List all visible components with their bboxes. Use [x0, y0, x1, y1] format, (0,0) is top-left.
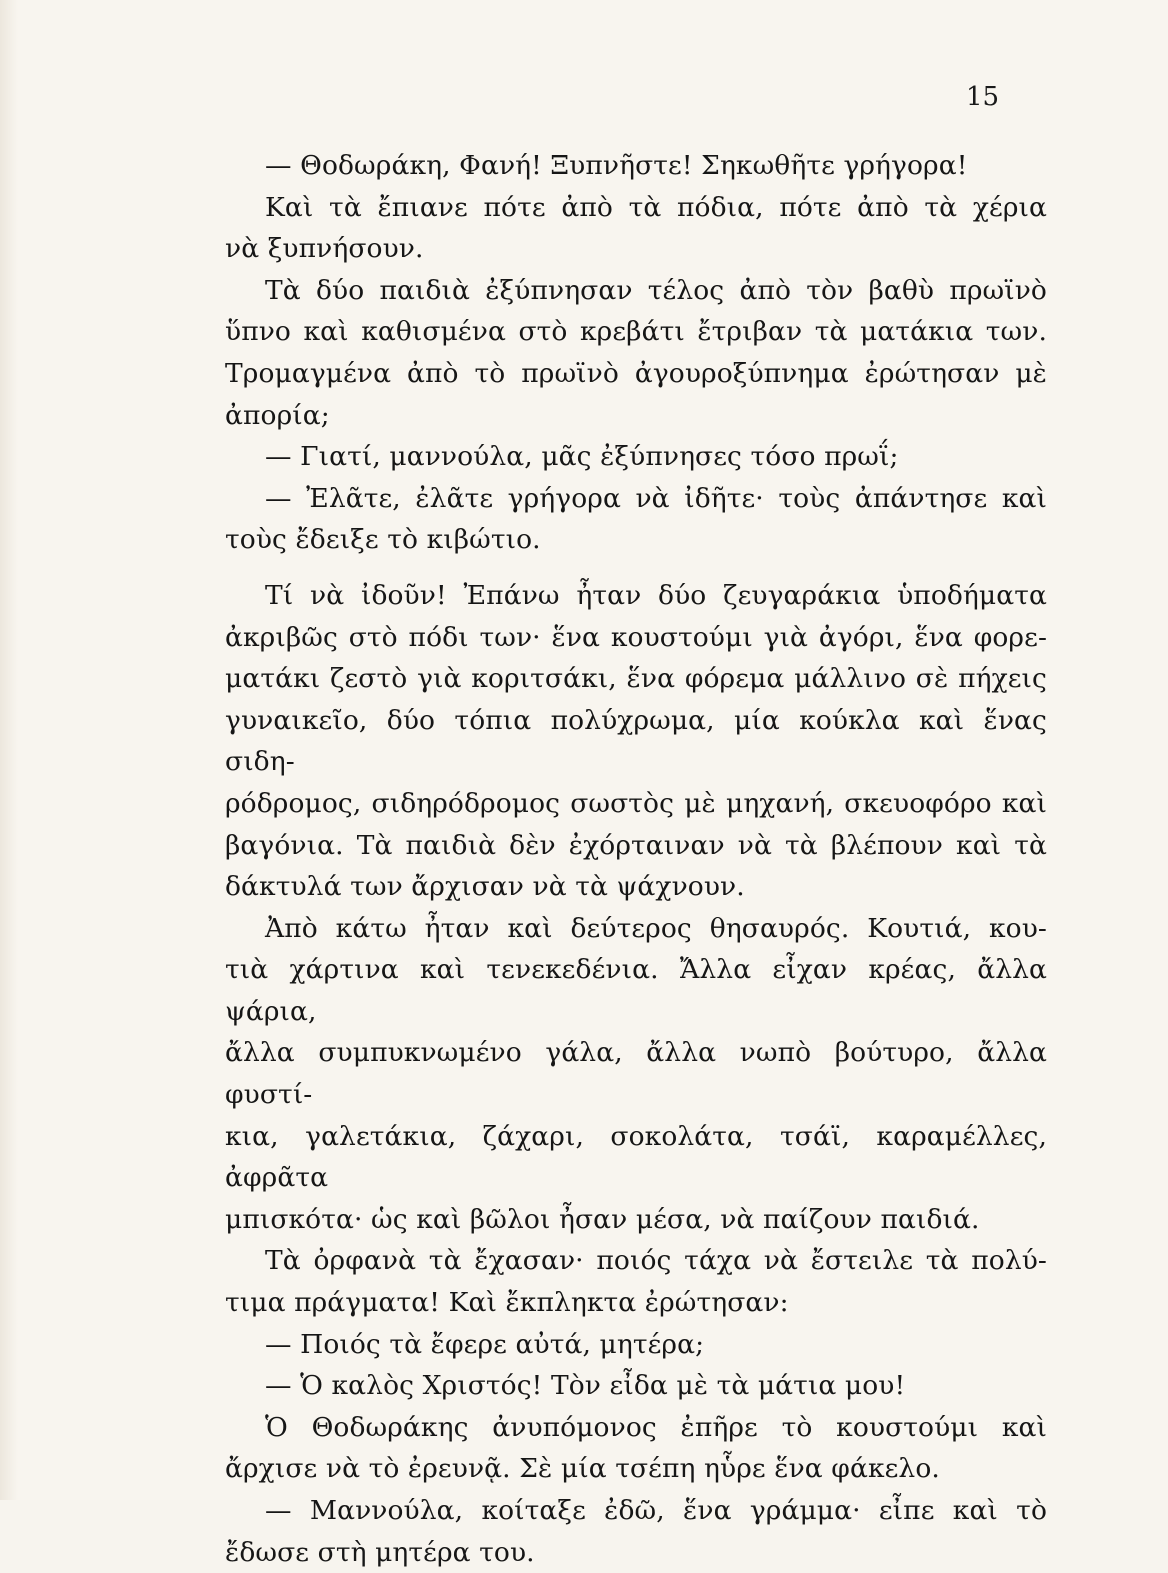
text-line: κια, γαλετάκια, ζάχαρι, σοκολάτα, τσάϊ, καραμέλλες, ἀφρᾶτα: [225, 1120, 1047, 1194]
text-line: ἀκριβῶς στὸ πόδι των· ἕνα κουστούμι γιὰ ἀγόρι, ἕνα φορε-: [225, 621, 1047, 653]
page-edge-shadow: [0, 0, 18, 1500]
text-line: βαγόνια. Τὰ παιδιὰ δὲν ἐχόρταιναν νὰ τὰ βλέπουν καὶ τὰ: [225, 829, 1047, 861]
text-line: δάκτυλά των ἄρχισαν νὰ τὰ ψάχνουν.: [225, 871, 745, 903]
text-line: ὕπνο καὶ καθισμένα στὸ κρεβάτι ἔτριβαν τὰ ματάκια των.: [225, 316, 1047, 348]
text-line: — Γιατί, μαννούλα, μᾶς ἐξύπνησες τόσο πρωΐ;: [265, 441, 899, 473]
text-line: Τί νὰ ἰδοῦν! Ἐπάνω ἦταν δύο ζευγαράκια ὑποδήματα: [265, 579, 1047, 611]
text-line: ματάκι ζεστὸ γιὰ κοριτσάκι, ἕνα φόρεμα μάλλινο σὲ πήχεις: [225, 663, 1047, 695]
text-line: — Ποιός τὰ ἔφερε αὐτά, μητέρα;: [265, 1328, 705, 1360]
text-line: Τὰ ὀρφανὰ τὰ ἔχασαν· ποιός τάχα νὰ ἔστειλε τὰ πολύ-: [265, 1245, 1047, 1277]
text-line: ρόδρομος, σιδηρόδρομος σωστὸς μὲ μηχανή, σκευοφόρο καὶ: [225, 787, 1047, 819]
text-line: Καὶ τὰ ἔπιανε πότε ἀπὸ τὰ πόδια, πότε ἀπὸ τὰ χέρια: [265, 191, 1047, 223]
text-line: Ἀπὸ κάτω ἦταν καὶ δεύτερος θησαυρός. Κουτιά, κου-: [265, 912, 1047, 944]
text-line: τιὰ χάρτινα καὶ τενεκεδένια. Ἄλλα εἶχαν κρέας, ἄλλα ψάρια,: [225, 954, 1047, 1027]
body-text: [225, 145, 1047, 1573]
text-line: Τὰ δύο παιδιὰ ἐξύπνησαν τέλος ἀπὸ τὸν βαθὺ πρωϊνὸ: [265, 274, 1047, 306]
text-line: Ὁ Θοδωράκης ἀνυπόμονος ἐπῆρε τὸ κουστούμι καὶ: [265, 1411, 1047, 1443]
text-line: ἔδωσε στὴ μητέρα του.: [225, 1536, 535, 1568]
text-line: μπισκότα· ὡς καὶ βῶλοι ἦσαν μέσα, νὰ παίζουν παιδιά.: [225, 1203, 980, 1235]
text-line: Τρομαγμένα ἀπὸ τὸ πρωϊνὸ ἀγουροξύπνημα ἐρώτησαν μὲ: [225, 357, 1047, 389]
text-line: ἀπορία;: [225, 399, 330, 431]
text-line: — Ὁ καλὸς Χριστός! Τὸν εἶδα μὲ τὰ μάτια μου!: [265, 1370, 906, 1402]
text-line: τιμα πράγματα! Καὶ ἔκπληκτα ἐρώτησαν:: [225, 1287, 789, 1319]
text-line: ἄλλα συμπυκνωμένο γάλα, ἄλλα νωπὸ βούτυρο, ἄλλα φυστί-: [225, 1037, 1047, 1111]
text-line: ἄρχισε νὰ τὸ ἐρευνᾷ. Σὲ μία τσέπη ηὗρε ἕνα φάκελο.: [225, 1453, 940, 1485]
text-line: γυναικεῖο, δύο τόπια πολύχρωμα, μία κούκλα καὶ ἕνας σιδη-: [225, 704, 1047, 778]
text-line: νὰ ξυπνήσουν.: [225, 233, 424, 265]
text-line: τοὺς ἔδειξε τὸ κιβώτιο.: [225, 524, 541, 556]
text-line: — Ἐλᾶτε, ἐλᾶτε γρήγορα νὰ ἰδῆτε· τοὺς ἀπάντησε καὶ: [265, 482, 1047, 514]
text-line: — Μαννούλα, κοίταξε ἐδῶ, ἕνα γράμμα· εἶπε καὶ τὸ: [265, 1495, 1047, 1526]
page-number: 15: [966, 82, 1000, 112]
text-line: — Θοδωράκη, Φανή! Ξυπνῆστε! Σηκωθῆτε γρήγορα!: [265, 150, 968, 181]
